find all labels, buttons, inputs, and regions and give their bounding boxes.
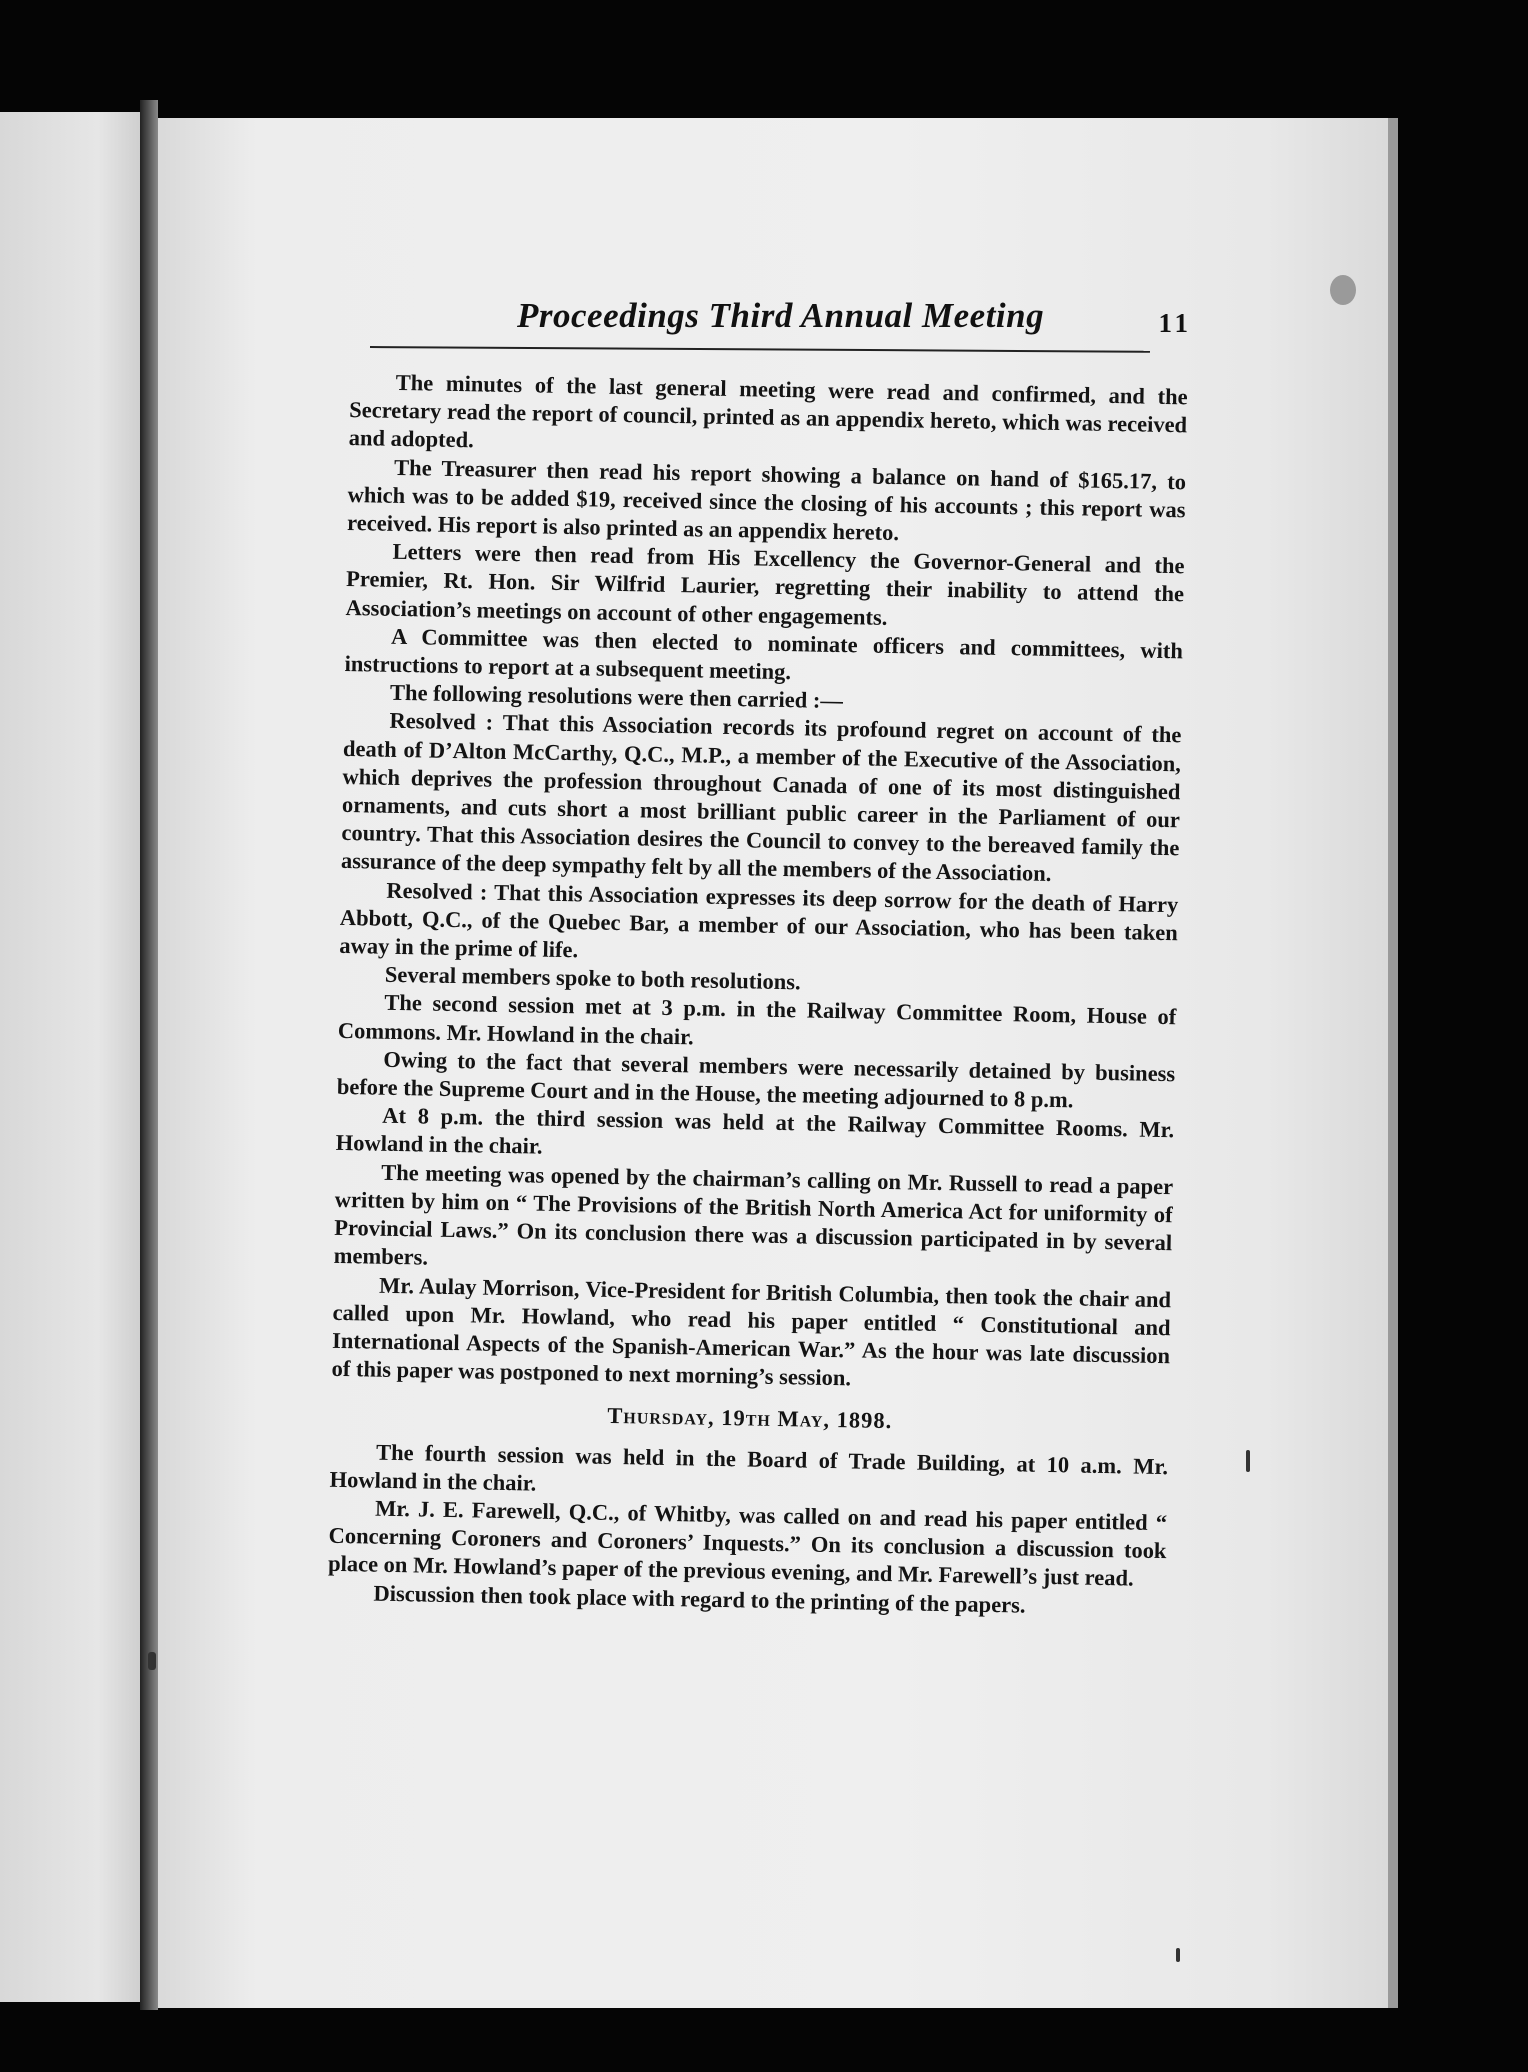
- page-speck: [148, 1652, 156, 1670]
- page-header: [212, 296, 1192, 348]
- page-edge-shadow: [1388, 118, 1398, 2008]
- paragraph: Several members spoke to both resolutions.: [384, 962, 801, 995]
- paragraph: Resolved : That this Association expresses its deep sorrow for the death of Harry Abbott, Q.C., of the Quebec Bar, a member of our Association, who has been taken away in the prime of life.: [339, 877, 1179, 963]
- page-speck: [1246, 1450, 1250, 1472]
- page-speck: [1330, 275, 1356, 305]
- paragraph: The fourth session was held in the Board of Trade Building, at 10 a.m. Mr. Howland in the chair.: [329, 1439, 1169, 1496]
- paragraph: Owing to the fact that several members were necessarily detained by business before the Supreme Court and in the House, the meeting adjourned to 8 p.m.: [336, 1046, 1176, 1113]
- page-number: 11: [1158, 308, 1192, 338]
- left-page-edge: [0, 112, 140, 2002]
- paragraph: The second session met at 3 p.m. in the Railway Committee Room, House of Commons. Mr. Howland in the chair.: [337, 990, 1177, 1050]
- page-speck: [1176, 1948, 1180, 1962]
- paragraph: The meeting was opened by the chairman’s calling on Mr. Russell to read a paper written by him on “ The Provisions of the British North America Act for uniformity of Provincial Laws.” On its conclusion there was a discussion participated in by several members.: [333, 1159, 1174, 1270]
- paragraph: Mr. Aulay Morrison, Vice-President for British Columbia, then took the chair and called upon Mr. Howland, who read his paper entitled “ Constitutional and International Aspects of the Spanish-American War.” As the hour was late discussion of this paper was postponed to next morning’s session.: [331, 1272, 1172, 1391]
- body-text: [327, 368, 1188, 1622]
- paragraph: Mr. J. E. Farewell, Q.C., of Whitby, was called on and read his paper entitled “ Concerning Coroners and Coroners’ Inquests.” On its conclusion a discussion took place on Mr. Howland’s paper of the previous evening, and Mr. Farewell’s just read.: [327, 1495, 1168, 1591]
- paragraph: Discussion then took place with regard to the printing of the papers.: [373, 1580, 1026, 1618]
- book-gutter: [140, 100, 158, 2010]
- paragraph: The following resolutions were then carried :—: [389, 680, 844, 714]
- paragraph: The minutes of the last general meeting were read and confirmed, and the Secretary read the report of council, printed as an appendix hereto, which was received and adopted.: [348, 369, 1188, 453]
- paragraph: A Committee was then elected to nominate officers and committees, with instructions to report at a subsequent meeting.: [344, 623, 1184, 685]
- running-title: Proceedings Third Annual Meeting: [517, 296, 1045, 335]
- paragraph: The Treasurer then read his report showing a balance on hand of $165.17, to which was to be added $19, received since the closing of his accounts ; this report was received. His report is also printed as an appendix hereto.: [346, 454, 1187, 546]
- dateline-heading: Thursday, 19th May, 1898.: [607, 1403, 893, 1434]
- paragraph: Letters were then read from His Excellency the Governor-General and the Premier, Rt. Hon. Sir Wilfrid Laurier, regretting their inability to attend the Association’s meetings on account of other engagements.: [345, 539, 1185, 630]
- paragraph: Resolved : That this Association records its profound regret on account of the death of D’Alton McCarthy, Q.C., M.P., a member of the Executive of the Association, which deprives the profession throughout Canada of one of its most distinguished ornaments, and cuts short a most brilliant public career in the Parliament of our country. That this Association desires the Council to convey to the bereaved family the assurance of the deep sympathy felt by all the members of the Association.: [340, 708, 1182, 887]
- paragraph: At 8 p.m. the third session was held at the Railway Committee Rooms. Mr. Howland in the chair.: [335, 1103, 1175, 1160]
